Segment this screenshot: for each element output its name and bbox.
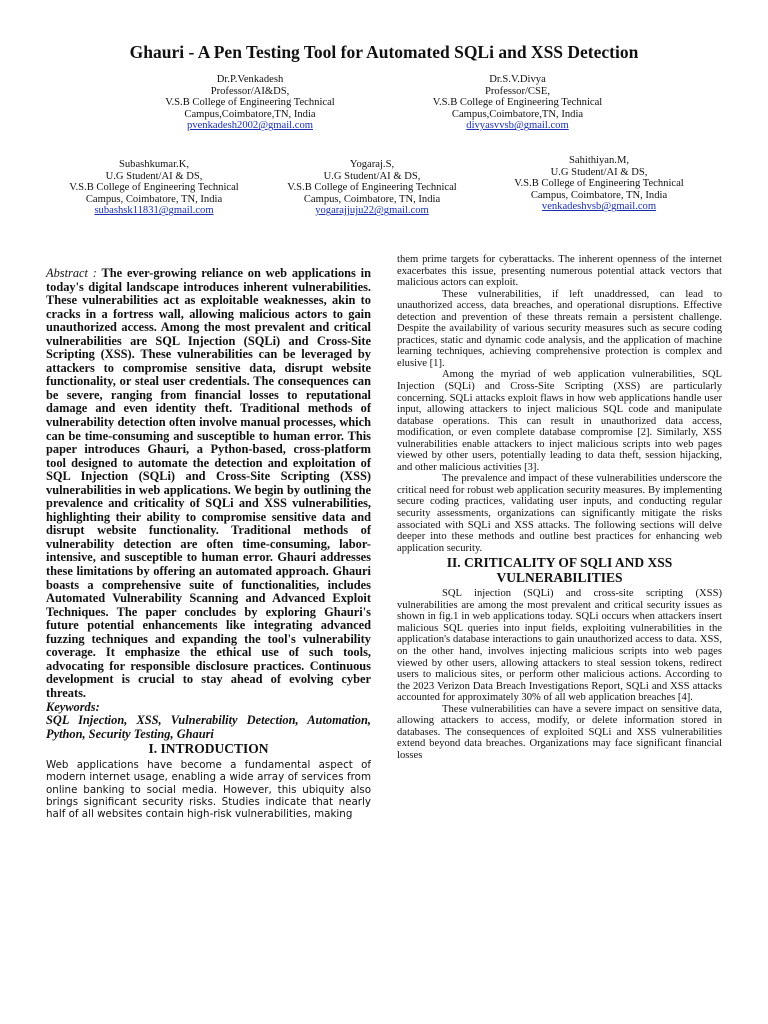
abstract-text: The ever-growing reliance on web applications in today's digital landscape introduces inherent vulnerabilities. These vulnerabilities act as exploitable weaknesses, akin to cracks in a fortress wall, allowing malicious actors to gain unauthorized access. Among the most prevalent and critical vulnerabilities are SQL Injection (SQLi) and Cross-Site Scripting (XSS). These vulnerabilities can be leveraged by attackers to compromise sensitive data, disrupt website functionality, or steal user credentials. The consequences can be severe, ranging from financial losses to reputational damage and even identity theft. Traditional methods of vulnerability detection often involve manual processes, which can be time-consuming and susceptible to human error. This paper introduces Ghauri, a Python-based, cross-platform tool designed to automate the detection and exploitation of SQL Injection (SQLi) and Cross-Site Scripting (XSS) vulnerabilities in web applications. We begin by outlining the prevalence and criticality of SQLi and XSS vulnerabilities, highlighting their ability to compromise sensitive data and disrupt website functionality. Traditional methods of vulnerability detection are often time-consuming, labor-intensive, and susceptible to human error. Ghauri addresses these limitations by offering an automated approach. Ghauri boasts a comprehensive suite of functionalities, includes Automated Vulnerability Scanning and Advanced Exploit Techniques. The paper concludes by exploring Ghauri's future potential enhancements like integrating advanced fuzzing techniques and expanding the tool's vulnerability coverage. It emphasize the ethical use of such tools, advocating for responsible disclosure practices. Continuous development is crucial to stay ahead of evolving cyber threats.: [46, 266, 371, 700]
author-role: Professor/CSE,: [484, 85, 551, 97]
author-role: U.G Student/AI & DS,: [550, 166, 648, 178]
body-paragraph: The prevalence and impact of these vulnerabilities underscore the critical need for robust web application security measures. By implementing secure coding practices, validating user inputs, and conducting regular security assessments, organizations can significantly mitigate the risks associated with SQLi and XSS attacks. The following sections will delve deeper into these methods and outline best practices for enhancing web application security.: [397, 473, 722, 554]
body-paragraph: SQL injection (SQLi) and cross-site scripting (XSS) vulnerabilities are among the most prevalent and critical security issues as shown in fig.1 in web applications today. SQLi occurs when attackers insert malicious SQL queries into input fields, exploiting vulnerabilities in the application's database interactions to gain unauthorized access to data. XSS, on the other hand, involves injecting malicious scripts into web pages viewed by other users, allowing attackers to steal session tokens, redirect users to malicious sites, or perform other malicious actions. According to the 2023 Verizon Data Breach Investigations Report, SQLi and XSS attacks accounted for approximately 30% of all web application breaches [4].: [397, 588, 722, 704]
author-email-link[interactable]: pvenkadesh2002@gmail.com: [187, 120, 313, 132]
author-name: Subashkumar.K,: [118, 159, 190, 170]
left-column: [46, 267, 371, 820]
paper-title: Ghauri - A Pen Testing Tool for Automated SQLi and XSS Detection: [129, 42, 639, 62]
author-email-link[interactable]: divyasvvsb@gmail.com: [466, 120, 569, 132]
body-paragraph: These vulnerabilities can have a severe impact on sensitive data, allowing attackers to access, modify, or delete information stored in databases. The consequences of exploited SQLi and XSS vulnerabilities extend beyond data breaches. Organizations may face significant financial losses: [397, 703, 722, 761]
author-location: Campus,Coimbatore,TN, India: [451, 108, 584, 120]
abstract-paragraph: [46, 267, 371, 701]
right-column: [397, 254, 722, 761]
author-email-link[interactable]: venkadeshvsb@gmail.com: [541, 201, 657, 213]
author-location: Campus, Coimbatore, TN, India: [530, 189, 668, 201]
abstract-label: Abstract :: [46, 266, 97, 280]
section-heading-introduction: I. INTRODUCTION: [148, 741, 269, 757]
keywords-text: SQL Injection, XSS, Vulnerability Detection, Automation, Python, Security Testing, Ghauri: [46, 713, 371, 741]
author-role: Professor/AI&DS,: [210, 85, 290, 97]
section-heading-line: II. CRITICALITY OF SQLI AND XSS: [446, 555, 673, 571]
author-institution: V.S.B College of Engineering Technical: [287, 182, 457, 194]
author-email-link[interactable]: subashsk11831@gmail.com: [94, 205, 214, 217]
section-heading-criticality: [397, 555, 722, 585]
body-paragraph: them prime targets for cyberattacks. The inherent openness of the internet exacerbates this issue, presenting numerous potential attack vectors that malicious actors can exploit.: [397, 254, 722, 289]
author-block: [263, 159, 481, 217]
author-institution: V.S.B College of Engineering Technical: [69, 182, 239, 194]
author-institution: V.S.B College of Engineering Technical: [165, 97, 335, 109]
author-institution: V.S.B College of Engineering Technical: [514, 178, 684, 190]
author-location: Campus,Coimbatore,TN, India: [184, 108, 316, 120]
author-block: [45, 159, 263, 217]
author-name: Yogaraj.S,: [349, 159, 395, 170]
author-role: U.G Student/AI & DS,: [323, 170, 421, 182]
body-paragraph: Among the myriad of web application vulnerabilities, SQL Injection (SQLi) and Cross-Site Scripting (XSS) are particularly concerning. SQLi attacks exploit flaws in how web applications handle user input, allowing attackers to inject malicious SQL code and manipulate database operations. This can result in unauthorized data access, modification, or even complete database compromise [2]. Similarly, XSS vulnerabilities enable attackers to inject malicious scripts into web pages viewed by other users, potentially leading to data theft, session hijacking, and other malicious activities [3].: [397, 369, 722, 473]
author-name: Dr.S.V.Divya: [489, 74, 546, 85]
author-block: [130, 74, 370, 132]
section-heading-line: VULNERABILITIES: [496, 570, 623, 586]
intro-paragraph: Web applications have become a fundamental aspect of modern internet usage, enabling a wide array of services from online banking to social media. However, this ubiquity also brings significant security risks. Studies indicate that nearly half of all websites contain high-risk vulnerabilities, making: [46, 759, 371, 820]
author-institution: V.S.B College of Engineering Technical: [432, 97, 603, 109]
keywords-label: Keywords:: [46, 699, 100, 714]
author-email-link[interactable]: yogarajjuju22@gmail.com: [315, 205, 429, 217]
author-block: [410, 74, 625, 132]
author-name: Dr.P.Venkadesh: [216, 74, 284, 85]
author-location: Campus, Coimbatore, TN, India: [85, 193, 223, 205]
body-paragraph: These vulnerabilities, if left unaddressed, can lead to unauthorized access, data breaches, and operational disruptions. Effective detection and prevention of these threats remain a persistent challenge. Despite the availability of various security measures such as secure coding practices, static and dynamic code analysis, and the application of machine learning techniques, achieving comprehensive protection is complex and elusive [1].: [397, 288, 722, 369]
author-block: [490, 155, 708, 213]
author-role: U.G Student/AI & DS,: [105, 170, 203, 182]
author-location: Campus, Coimbatore, TN, India: [303, 193, 441, 205]
author-name: Sahithiyan.M,: [568, 155, 630, 166]
